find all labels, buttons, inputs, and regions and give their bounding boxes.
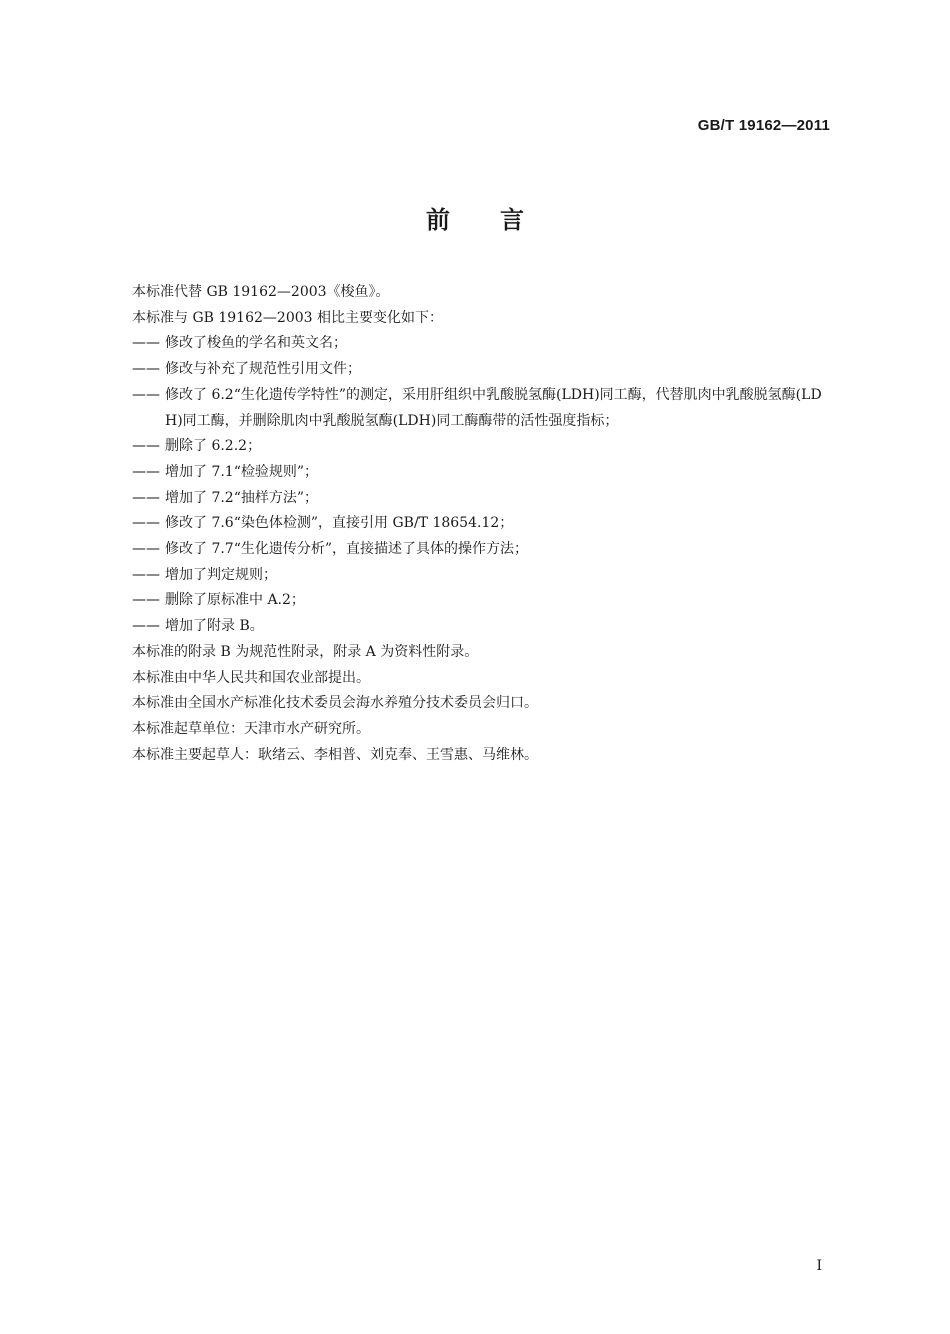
change-item: [132, 486, 832, 512]
change-item: [132, 537, 832, 563]
dash-marker: ——: [132, 592, 160, 609]
change-text: 增加了判定规则；: [165, 566, 277, 583]
foreword-body: [132, 280, 832, 768]
change-item: [132, 460, 832, 486]
dash-marker: ——: [132, 361, 160, 378]
page-number: I: [816, 1258, 822, 1274]
change-text: 增加了 7.1“检验规则”；: [165, 463, 319, 480]
change-item: [132, 434, 832, 460]
dash-marker: ——: [132, 335, 160, 352]
change-text: 增加了 7.2“抽样方法”；: [165, 489, 319, 506]
changes-heading: 本标准与 GB 19162—2003 相比主要变化如下：: [132, 309, 443, 326]
change-text: 删除了 6.2.2；: [165, 438, 262, 455]
drafting-unit-statement: 本标准起草单位：天津市水产研究所。: [132, 720, 370, 737]
dash-marker: ——: [132, 515, 160, 532]
dash-marker: ——: [132, 463, 160, 480]
dash-marker: ——: [132, 438, 160, 455]
change-item: [132, 357, 832, 383]
proposer-statement: 本标准由中华人民共和国农业部提出。: [132, 669, 370, 686]
change-item: [132, 383, 832, 434]
change-text: 删除了原标准中 A.2；: [165, 592, 305, 609]
change-text: 修改与补充了规范性引用文件；: [165, 361, 361, 378]
replaces-statement: 本标准代替 GB 19162—2003《梭鱼》。: [132, 284, 390, 300]
change-text: 修改了梭鱼的学名和英文名；: [165, 335, 347, 352]
standard-number: GB/T 19162—2011: [697, 117, 830, 134]
page-title: 前言: [426, 206, 574, 234]
change-text: 增加了附录 B。: [165, 618, 264, 635]
committee-statement: 本标准由全国水产标准化技术委员会海水养殖分技术委员会归口。: [132, 695, 538, 712]
annex-statement: 本标准的附录 B 为规范性附录，附录 A 为资料性附录。: [132, 643, 479, 660]
change-item: [132, 563, 832, 589]
change-item: [132, 588, 832, 614]
change-text: 修改了 7.6“染色体检测”，直接引用 GB/T 18654.12；: [165, 515, 514, 532]
dash-marker: ——: [132, 386, 160, 403]
dash-marker: ——: [132, 618, 160, 635]
change-text: 修改了 6.2“生化遗传学特性”的测定，采用肝组织中乳酸脱氢酶(LDH)同工酶，代替肌肉中乳酸脱氢酶(LDH)同工酶，并删除肌肉中乳酸脱氢酶(LDH)同工酶酶带的活性强度指标；: [165, 386, 822, 429]
dash-marker: ——: [132, 541, 160, 558]
change-item: [132, 511, 832, 537]
change-item: [132, 331, 832, 357]
change-item: [132, 614, 832, 640]
change-text: 修改了 7.7“生化遗传分析”，直接描述了具体的操作方法；: [165, 541, 529, 558]
drafters-statement: 本标准主要起草人：耿绪云、李相普、刘克奉、王雪惠、马维林。: [132, 746, 538, 763]
dash-marker: ——: [132, 489, 160, 506]
dash-marker: ——: [132, 566, 160, 583]
